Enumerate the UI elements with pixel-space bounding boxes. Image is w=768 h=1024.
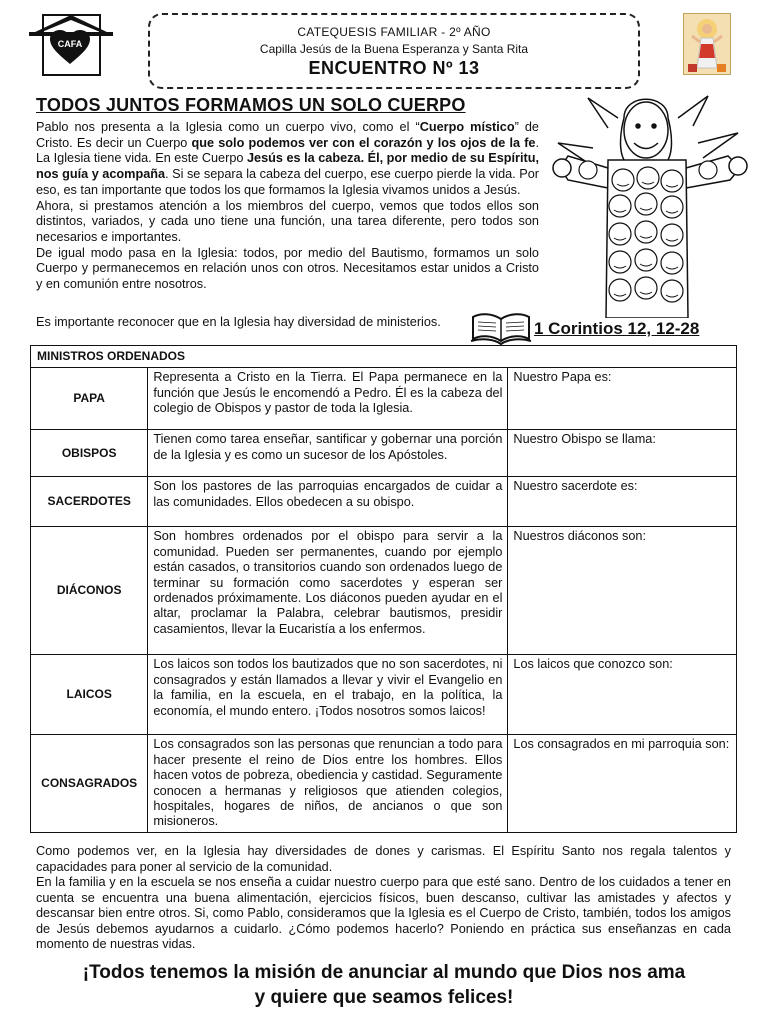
saint-figure-icon — [684, 14, 730, 74]
answer-field-laity[interactable]: Los laicos que conozco son: — [508, 655, 737, 735]
intro-text — [36, 120, 539, 293]
row-label: SACERDOTES — [31, 477, 148, 527]
table-row — [31, 655, 737, 735]
row-label: PAPA — [31, 368, 148, 430]
body-of-christ-illustration — [548, 88, 753, 318]
slogan-line-1: ¡Todos tenemos la misión de anunciar al mundo que Dios nos ama — [82, 962, 686, 983]
row-label: DIÁCONOS — [31, 527, 148, 655]
page-title: TODOS JUNTOS FORMAMOS UN SOLO CUERPO — [36, 95, 466, 115]
intro-paragraph-1: Pablo nos presenta a la Iglesia como un cuerpo vivo, como el “Cuerpo místico” de Cristo. Es decir un Cuerpo que solo podemos ver con el corazón y los ojos de la fe. La Iglesia tiene vida. En este Cuerpo Jesús es la cabeza. Él, por medio de su Espíritu, nos guía y acompaña. Si se separa la cabeza del cuerpo, ese cuerpo pierde la vida. Por eso, es tan importante que todos los que formamos la Iglesia vivamos unidos a Jesús. — [36, 120, 540, 197]
header-meeting: ENCUENTRO Nº 13 — [308, 58, 480, 78]
logo-text: CAFA — [57, 39, 83, 49]
closing-paragraph-1: Como podemos ver, en la Iglesia hay diversidades de dones y carismas. El Espíritu Santo nos regala talentos y capacidades para poner al servicio de la comunidad. — [36, 844, 731, 874]
table-row — [31, 430, 737, 477]
closing-slogan — [0, 960, 768, 1010]
row-label: CONSAGRADOS — [31, 735, 148, 832]
row-description: Son hombres ordenados por el obispo para servir a la comunidad. Pueden ser permanentes, cuando por ejemplo están casados, o transitorios cuando son ordenados luego de terminar su formación como sacerdotes y esperan ser ordenados próximamente. Los diáconos pueden ayudar en el altar, proclamar la Palabra, celebrar bautismos, presidir casamientos, llevar la Eucaristía a los enfermos. — [148, 527, 508, 655]
closing-paragraph-2: En la familia y en la escuela se nos enseña a cuidar nuestro cuerpo para que esté sano. Dentro de los cuidados a tener en cuenta se encuentra una buena alimentación, ejercicios físicos, buen descanso, cultivar las amistades y afectos y descansar bien entre otros. Si, como Pablo, consideramos que la Iglesia es el Cuerpo de Cristo, también, todos los amigos de Jesús debemos ayudarnos a cuidarlo. ¿Cómo podemos hacerlo? Poniendo en práctica sus enseñanzas en cada momento de nuestras vidas. — [36, 875, 731, 951]
ministries-note: Es importante reconocer que en la Iglesia hay diversidad de ministerios. — [36, 315, 441, 329]
row-label: LAICOS — [31, 655, 148, 735]
row-description: Tienen como tarea enseñar, santificar y gobernar una porción de la Iglesia y es como un sucesor de los Apóstoles. — [148, 430, 508, 477]
answer-field-bishop[interactable]: Nuestro Obispo se llama: — [508, 430, 737, 477]
answer-field-priest[interactable]: Nuestro sacerdote es: — [508, 477, 737, 527]
open-bible-icon — [470, 311, 532, 345]
row-description: Representa a Cristo en la Tierra. El Papa permanece en la función que Jesús le encomendó a Pedro. Él es la cabeza del colegio de Obispos y pastor de toda la Iglesia. — [148, 368, 508, 430]
ministries-table — [30, 345, 737, 833]
header-box — [148, 13, 640, 89]
row-description: Son los pastores de las parroquias encargados de cuidar a las comunidades. Ellos obedecen a su obispo. — [148, 477, 508, 527]
table-row — [31, 735, 737, 832]
table-header: MINISTROS ORDENADOS — [31, 346, 737, 368]
closing-text — [36, 844, 731, 953]
answer-field-consecrated[interactable]: Los consagrados en mi parroquia son: — [508, 735, 737, 832]
row-label: OBISPOS — [31, 430, 148, 477]
saint-image — [683, 13, 731, 75]
row-description: Los consagrados son las personas que renuncian a todo para hacer presente el reino de Dios entre los hombres. Ellos hacen votos de pobreza, obediencia y castidad. Seguramente conocen a hermanas y religiosos que atienden colegios, hospitales, hogares de niños, de ancianos o que son misioneros. — [148, 735, 508, 832]
bible-reference: 1 Corintios 12, 12-28 — [534, 319, 700, 338]
header-course: CATEQUESIS FAMILIAR - 2º AÑO — [297, 25, 491, 39]
table-row — [31, 527, 737, 655]
intro-paragraph-2: Ahora, si prestamos atención a los miembros del cuerpo, vemos que todos ellos son distintos, variados, y cada uno tiene una función, una tarea diferente, pero todos son necesarios e importantes. — [36, 198, 539, 244]
slogan-line-2: y quiere que seamos felices! — [254, 987, 514, 1008]
answer-field-pope[interactable]: Nuestro Papa es: — [508, 368, 737, 430]
row-description: Los laicos son todos los bautizados que no son sacerdotes, ni consagrados y están llamados a llevar y vivir el Evangelio en la familia, en la escuela, en el trabajo, en la política, la economía, el mundo entero. ¡Todos nosotros somos laicos! — [148, 655, 508, 735]
intro-paragraph-3: De igual modo pasa en la Iglesia: todos, por medio del Bautismo, formamos un solo Cuerpo y permanecemos en relación unos con otros. Necesitamos estar unidos a Cristo y en comunión entre nosotros. — [36, 245, 539, 292]
answer-field-deacons[interactable]: Nuestros diáconos son: — [508, 527, 737, 655]
table-header-row — [31, 346, 737, 368]
table-row — [31, 477, 737, 527]
table-row — [31, 368, 737, 430]
header-chapel: Capilla Jesús de la Buena Esperanza y Santa Rita — [259, 42, 529, 56]
